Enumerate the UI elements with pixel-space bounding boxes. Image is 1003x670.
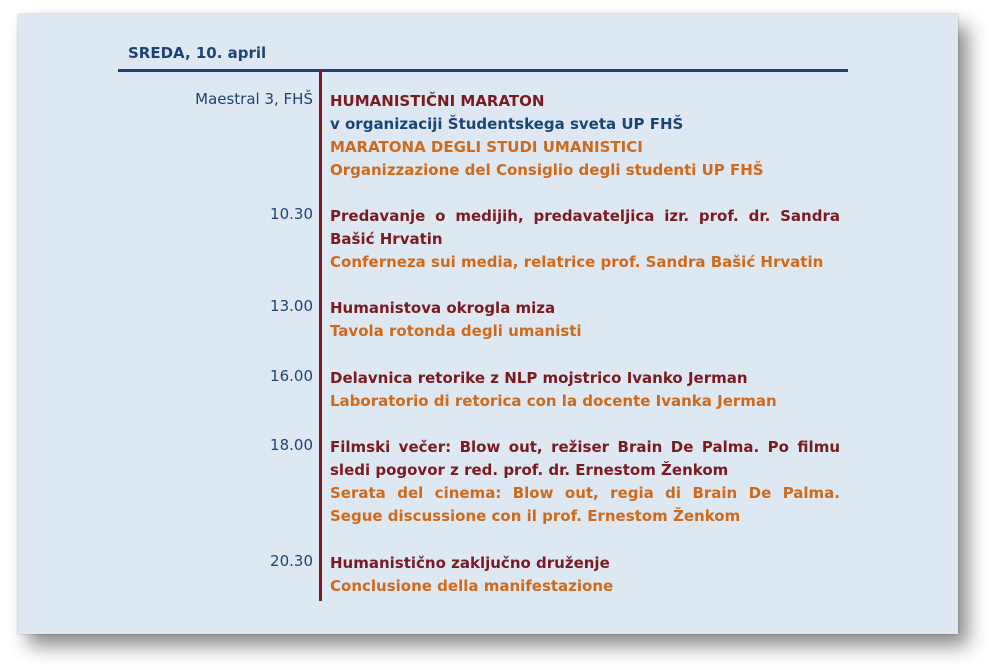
timeline-divider [319,70,322,601]
event-description [330,552,840,598]
event-title-sl: HUMANISTIČNI MARATON [330,92,545,110]
event-description [330,205,840,274]
day-title: SREDA, 10. april [128,44,267,62]
event-description [330,367,840,413]
event-title-it: MARATONA DEGLI STUDI UMANISTICI [330,138,643,156]
event-title-it: Conferneza sui media, relatrice prof. Sandra Bašić Hrvatin [330,253,824,271]
event-description [330,436,840,528]
event-title-sl: Humanistično zaključno druženje [330,554,610,572]
event-description [330,297,840,343]
event-time: 20.30 [270,552,313,570]
event-time: Maestral 3, FHŠ [195,90,313,108]
event-title-sl: Delavnica retorike z NLP mojstrico Ivanko Jerman [330,369,748,387]
day-header [118,44,848,72]
event-time: 18.00 [270,436,313,454]
event-time: 10.30 [270,205,313,223]
event-title-it: Serata del cinema: Blow out, regia di Brain De Palma. Segue discussione con il prof. Ernestom Ženkom [330,484,840,525]
schedule-card [18,14,958,634]
event-organizer-it: Organizzazione del Consiglio degli studenti UP FHŠ [330,161,764,179]
event-title-it: Conclusione della manifestazione [330,577,614,595]
event-title-it: Tavola rotonda degli umanisti [330,322,582,340]
event-title-sl: Filmski večer: Blow out, režiser Brain De Palma. Po filmu sledi pogovor z red. prof. dr. Ernestom Ženkom [330,438,840,479]
event-description [330,90,840,182]
event-time: 13.00 [270,297,313,315]
event-organizer-sl: v organizaciji Študentskega sveta UP FHŠ [330,115,684,133]
event-title-it: Laboratorio di retorica con la docente Ivanka Jerman [330,392,777,410]
event-title-sl: Predavanje o medijih, predavateljica izr. prof. dr. Sandra Bašić Hrvatin [330,207,840,248]
event-title-sl: Humanistova okrogla miza [330,299,556,317]
event-time: 16.00 [270,367,313,385]
